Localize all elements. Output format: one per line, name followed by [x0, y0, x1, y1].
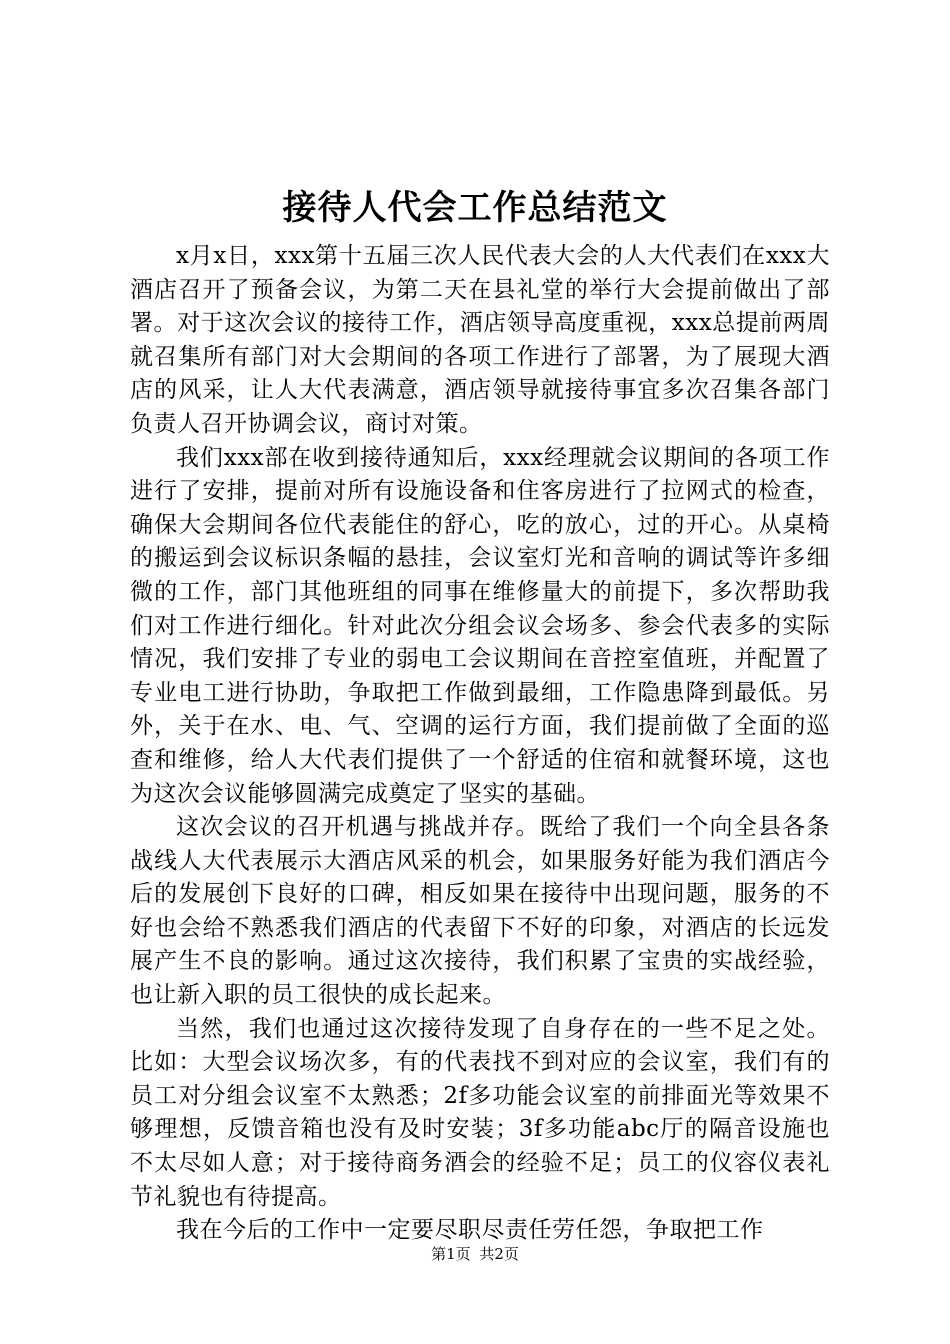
paragraph-4: 当然，我们也通过这次接待发现了自身存在的一些不足之处。比如：大型会议场次多，有的代表找不到对应的会议室，我们有的员工对分组会议室不太熟悉；2f多功能会议室的前排面光等效果不够理想，反馈音箱也没有及时安装；3f多功能abc厅的隔音设施也不太尽如人意；对于接待商务酒会的经验不足；员工的仪容仪表礼节礼貌也有待提高。 [130, 1015, 830, 1210]
page-footer [0, 1242, 950, 1266]
page-number: 第1页 [431, 1245, 471, 1263]
page-total: 共2页 [479, 1245, 519, 1263]
document-body [130, 240, 830, 1248]
document-title: 接待人代会工作总结范文 [282, 188, 668, 228]
paragraph-1: x月x日，xxx第十五届三次人民代表大会的人大代表们在xxx大酒店召开了预备会议，为第二天在县礼堂的举行大会提前做出了部署。对于这次会议的接待工作，酒店领导高度重视，xxx总提前两周就召集所有部门对大会期间的各项工作进行了部署，为了展现大酒店的风采，让人大代表满意，酒店领导就接待事宜多次召集各部门负责人召开协调会议，商讨对策。 [130, 243, 830, 437]
paragraph-5: 我在今后的工作中一定要尽职尽责任劳任怨，争取把工作 [176, 1217, 764, 1244]
paragraph-3: 这次会议的召开机遇与挑战并存。既给了我们一个向全县各条战线人大代表展示大酒店风采的机会，如果服务好能为我们酒店今后的发展创下良好的口碑，相反如果在接待中出现问题，服务的不好也会给不熟悉我们酒店的代表留下不好的印象，对酒店的长远发展产生不良的影响。通过这次接待，我们积累了宝贵的实战经验，也让新入职的员工很快的成长起来。 [130, 814, 830, 1009]
paragraph-2: 我们xxx部在收到接待通知后，xxx经理就会议期间的各项工作进行了安排，提前对所有设施设备和住客房进行了拉网式的检查，确保大会期间各位代表能住的舒心，吃的放心，过的开心。从桌椅的搬运到会议标识条幅的悬挂，会议室灯光和音响的调试等许多细微的工作，部门其他班组的同事在维修量大的前提下，多次帮助我们对工作进行细化。针对此次分组会议会场多、参会代表多的实际情况，我们安排了专业的弱电工会议期间在音控室值班，并配置了专业电工进行协助，争取把工作做到最细，工作隐患降到最低。另外，关于在水、电、气、空调的运行方面，我们提前做了全面的巡查和维修，给人大代表们提供了一个舒适的住宿和就餐环境，这也为这次会议能够圆满完成奠定了坚实的基础。 [130, 444, 830, 807]
